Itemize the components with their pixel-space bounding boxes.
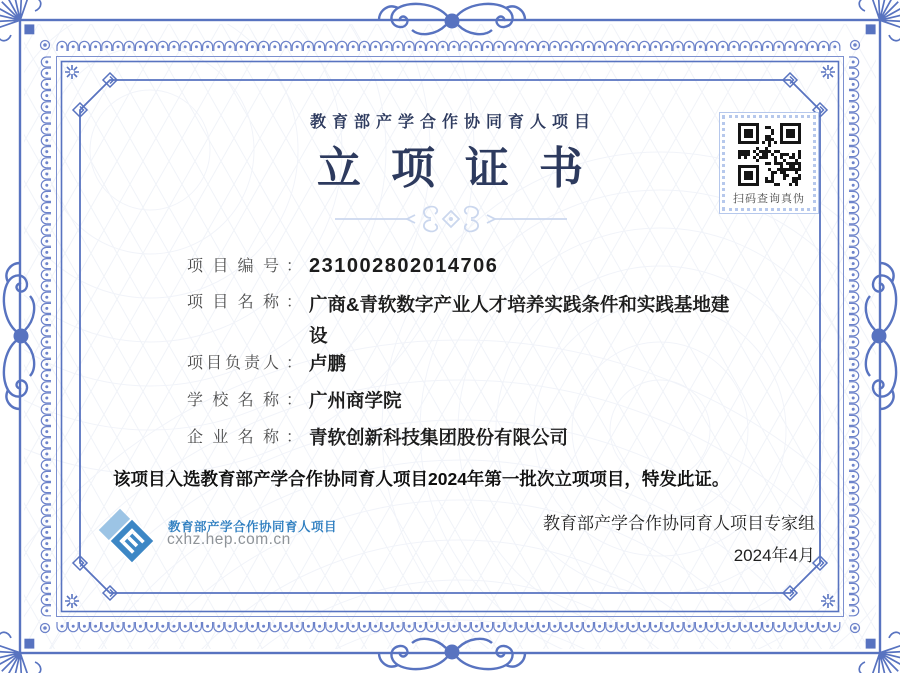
signature-block <box>543 509 815 566</box>
logo-url: cxhz.hep.com.cn <box>167 531 291 548</box>
field-colon: ： <box>285 429 302 446</box>
field-row-project-name <box>187 289 837 351</box>
field-value: 卢鹏 <box>309 353 347 374</box>
field-value: 广州商学院 <box>309 390 402 411</box>
divider-ornament <box>335 203 567 235</box>
issuer: 教育部产学合作协同育人项目专家组 <box>543 514 815 533</box>
field-value: 231002802014706 <box>309 255 499 277</box>
field-label: 项目名称 <box>187 294 279 311</box>
field-colon: ： <box>285 355 302 372</box>
issue-date: 2024年4月 <box>733 546 815 565</box>
field-value: 青软创新科技集团股份有限公司 <box>309 427 569 448</box>
qr-code <box>738 123 801 186</box>
certificate-title: 立项证书 <box>317 144 613 193</box>
qr-caption: 扫码查询真伪 <box>733 193 805 205</box>
field-colon: ： <box>285 392 302 409</box>
field-row-company-name <box>187 424 837 452</box>
approval-statement: 该项目入选教育部产学合作协同育人项目2024年第一批次立项项目，特发此证。 <box>113 469 730 489</box>
field-label: 项目编号 <box>187 258 279 275</box>
program-logo-icon <box>94 500 166 574</box>
qr-frame <box>719 112 819 214</box>
field-colon: ： <box>285 258 302 275</box>
field-label: 项目负责人 <box>187 355 279 372</box>
field-value: 广商&青软数字产业人才培养实践条件和实践基地建设 <box>309 294 730 346</box>
program-title: 教育部产学合作协同育人项目 <box>309 114 596 131</box>
logo-title: 教育部产学合作协同育人项目 <box>168 520 338 534</box>
field-row-project-leader <box>187 350 837 378</box>
field-label: 学校名称 <box>187 392 279 409</box>
field-row-project-number <box>187 253 837 281</box>
qr-frame-inner <box>722 115 816 211</box>
field-label: 企业名称 <box>187 429 279 446</box>
field-colon: ： <box>285 294 302 311</box>
field-row-school-name <box>187 387 837 415</box>
